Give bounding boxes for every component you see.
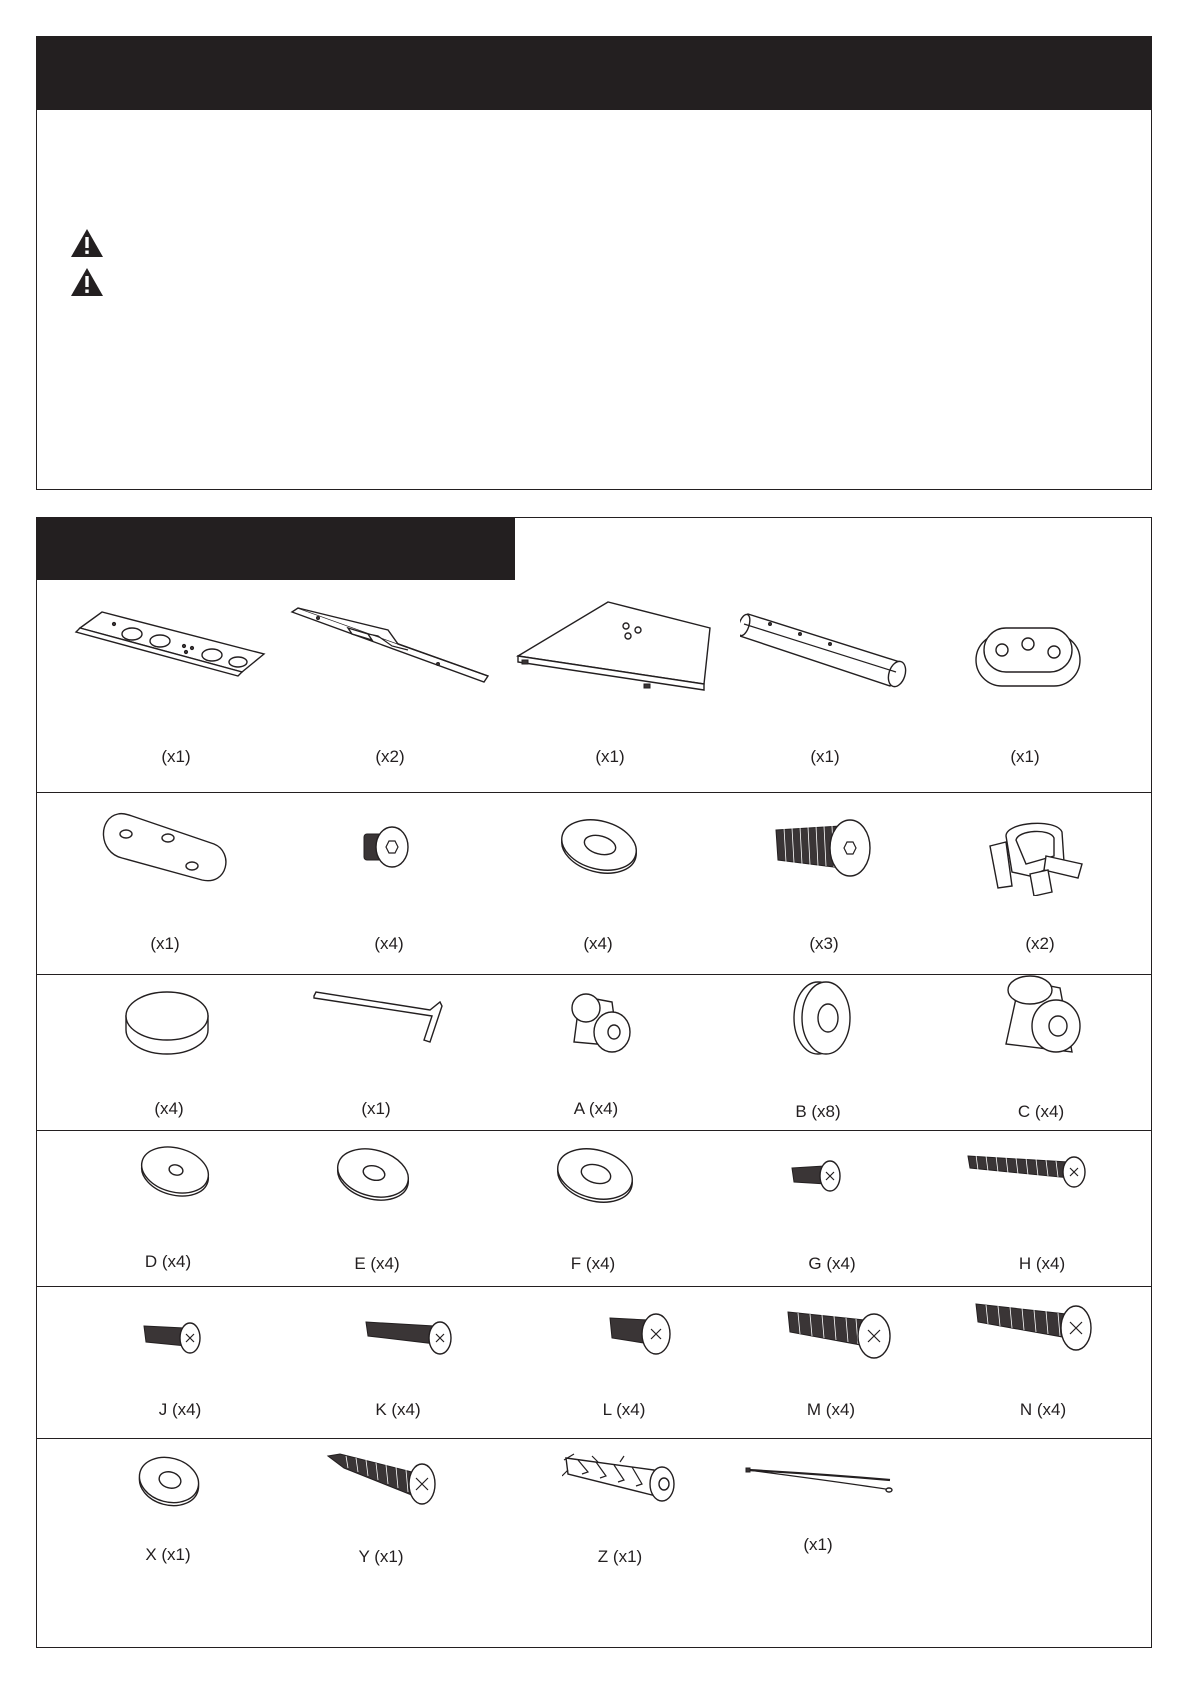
part-quantity-label: (x2): [375, 747, 405, 766]
row-divider: [36, 1438, 1152, 1439]
warning-icon: [70, 267, 104, 297]
part-quantity-label: L (x4): [602, 1400, 646, 1419]
screw-h-icon: [966, 1148, 1088, 1192]
part-quantity-label: (x1): [803, 1535, 833, 1554]
part-quantity-label: F (x4): [570, 1254, 616, 1273]
part-quantity-label: X (x1): [145, 1545, 191, 1564]
part-quantity-label: (x2): [1025, 934, 1055, 953]
long-hex-bolt-icon: [772, 818, 874, 882]
wall-anchor-z-icon: [562, 1450, 676, 1504]
part-quantity-label: Y (x1): [358, 1547, 404, 1566]
part-quantity-label: N (x4): [1019, 1400, 1067, 1419]
part-quantity-label: A (x4): [573, 1099, 619, 1118]
wall-plate-icon: [72, 608, 272, 680]
warnings-section: [36, 36, 1152, 490]
washer-x-icon: [136, 1452, 202, 1508]
allen-key-icon: [312, 990, 444, 1044]
washer-e-icon: [334, 1144, 412, 1202]
part-quantity-label: (x1): [161, 747, 191, 766]
row-divider: [36, 974, 1152, 975]
screw-l-icon: [608, 1310, 672, 1358]
part-quantity-label: G (x4): [808, 1254, 856, 1273]
part-quantity-label: E (x4): [354, 1254, 400, 1273]
part-quantity-label: B (x8): [795, 1102, 841, 1121]
part-quantity-label: Z (x1): [597, 1547, 643, 1566]
part-quantity-label: (x1): [810, 747, 840, 766]
cable-clip-icon: [986, 816, 1086, 896]
large-washer-icon: [558, 818, 640, 874]
column-base-cover-icon: [974, 626, 1082, 692]
warning-icon: [70, 228, 104, 258]
washer-f-icon: [554, 1144, 636, 1204]
cable-tie-icon: [744, 1462, 894, 1498]
mounting-arm-icon: [288, 606, 494, 686]
base-plate-icon: [516, 600, 712, 696]
part-quantity-label: (x4): [374, 934, 404, 953]
spacer-a-icon: [566, 990, 632, 1054]
part-quantity-label: (x1): [361, 1099, 391, 1118]
row-divider: [36, 1286, 1152, 1287]
screw-m-icon: [786, 1304, 892, 1362]
part-quantity-label: M (x4): [806, 1400, 856, 1419]
part-quantity-label: (x4): [154, 1099, 184, 1118]
washer-d-icon: [138, 1142, 212, 1198]
warnings-header-bar: [37, 37, 1151, 110]
part-quantity-label: D (x4): [144, 1252, 192, 1271]
spacer-c-icon: [1000, 974, 1084, 1058]
column-post-icon: [740, 610, 916, 690]
row-divider: [36, 792, 1152, 793]
part-quantity-label: (x1): [1010, 747, 1040, 766]
row-divider: [36, 1130, 1152, 1131]
screw-k-icon: [364, 1314, 454, 1358]
part-quantity-label: (x4): [583, 934, 613, 953]
part-quantity-label: (x3): [809, 934, 839, 953]
part-quantity-label: J (x4): [158, 1400, 202, 1419]
foot-pad-icon: [124, 990, 210, 1056]
screw-n-icon: [974, 1298, 1094, 1356]
spacer-b-icon: [790, 978, 856, 1062]
part-quantity-label: (x1): [595, 747, 625, 766]
part-quantity-label: H (x4): [1018, 1254, 1066, 1273]
lag-screw-y-icon: [326, 1452, 438, 1506]
parts-header-bar: [37, 518, 515, 580]
hex-socket-bolt-icon: [360, 822, 414, 872]
part-quantity-label: K (x4): [375, 1400, 421, 1419]
part-quantity-label: (x1): [150, 934, 180, 953]
screw-j-icon: [142, 1318, 204, 1356]
oval-plate-icon: [96, 806, 230, 886]
part-quantity-label: C (x4): [1017, 1102, 1065, 1121]
screw-g-icon: [790, 1158, 844, 1194]
